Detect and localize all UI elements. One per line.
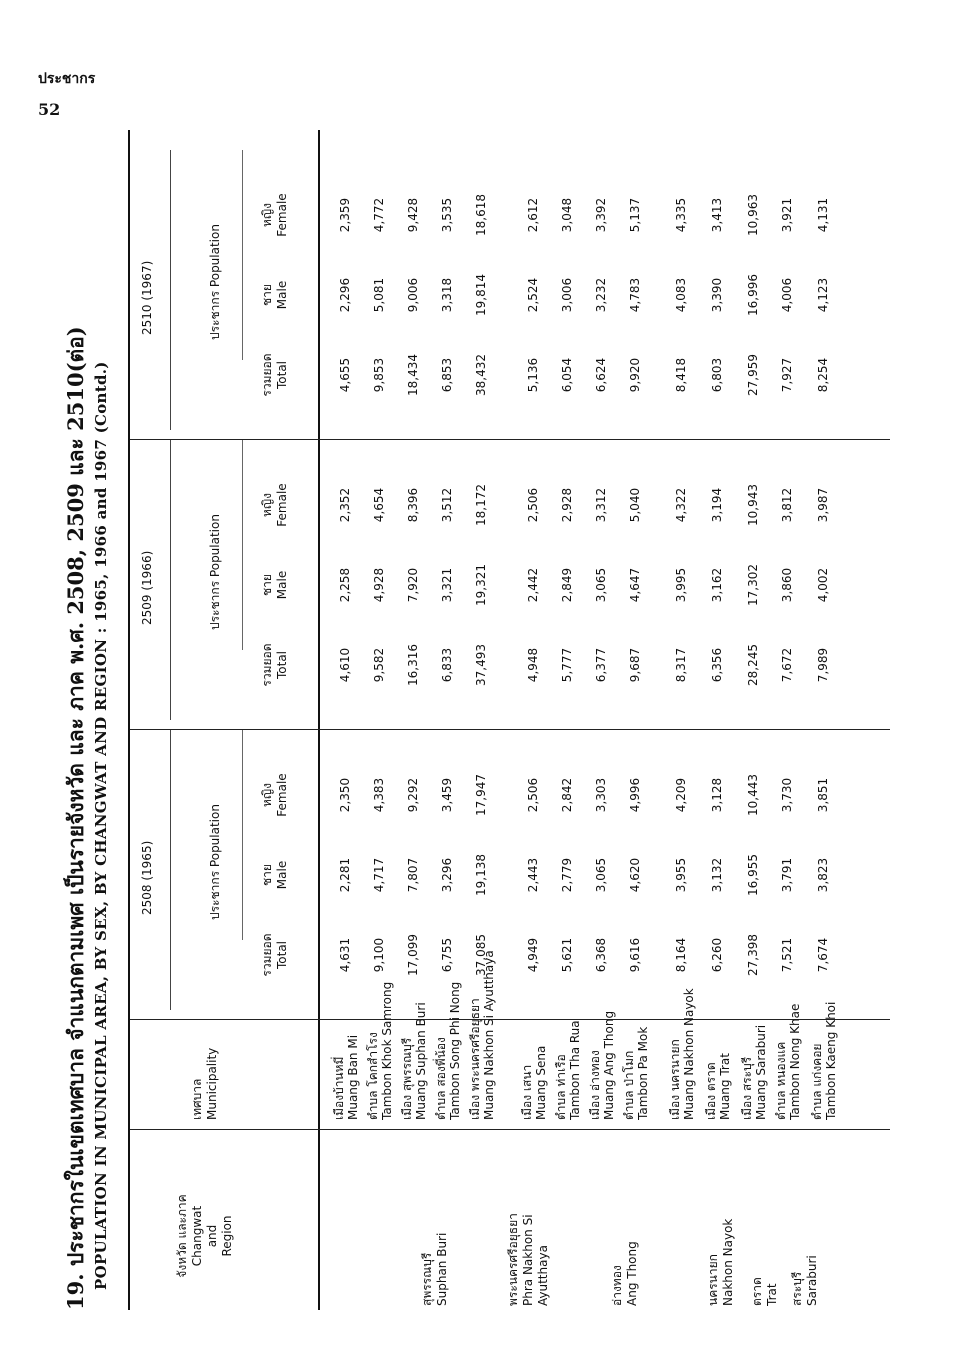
table-cell-value: 10,943 bbox=[746, 484, 760, 526]
municipality-name-th: เมือง เสนา bbox=[520, 1064, 534, 1120]
table-cell-value: 5,621 bbox=[560, 937, 574, 973]
region-name-en: Phra Nakhon Si Ayutthaya bbox=[521, 1214, 550, 1306]
table-cell-value: 6,833 bbox=[440, 647, 454, 683]
population-rule bbox=[242, 440, 243, 650]
region-name-en: Trat bbox=[765, 1283, 779, 1306]
table-cell-value: 4,322 bbox=[674, 487, 688, 523]
table-cell-value: 3,132 bbox=[710, 857, 724, 893]
table-cell-value: 6,368 bbox=[594, 937, 608, 973]
table-cell-value: 2,281 bbox=[338, 857, 352, 893]
municipality-name-en: Muang Sena bbox=[534, 1045, 548, 1120]
table-cell-value: 3,162 bbox=[710, 567, 724, 603]
female-header-th: หญิง bbox=[260, 493, 274, 517]
year-rule bbox=[170, 440, 171, 720]
table-cell-value: 2,442 bbox=[526, 567, 540, 603]
table-cell-value: 3,851 bbox=[816, 777, 830, 813]
female-header-en: Female bbox=[275, 193, 289, 237]
table-cell-value: 3,296 bbox=[440, 857, 454, 893]
total-header bbox=[260, 620, 290, 710]
table-cell-value: 2,849 bbox=[560, 567, 574, 603]
table-cell-value: 16,316 bbox=[406, 644, 420, 686]
total-header-en: Total bbox=[275, 650, 289, 680]
table-cell-value: 37,493 bbox=[474, 644, 488, 686]
table-cell-value: 7,927 bbox=[780, 357, 794, 393]
total-header bbox=[260, 910, 290, 1000]
region-label bbox=[706, 1166, 736, 1306]
table-cell-value: 10,963 bbox=[746, 194, 760, 236]
female-header-en: Female bbox=[275, 483, 289, 527]
table-cell-value: 10,443 bbox=[746, 774, 760, 816]
region-header-en1: Changwat bbox=[190, 1205, 204, 1267]
table-cell-value: 4,647 bbox=[628, 567, 642, 603]
table-cell-value: 3,791 bbox=[780, 857, 794, 893]
table-cell-value: 3,303 bbox=[594, 777, 608, 813]
municipality-name-th: ตำบล ป่าโมก bbox=[622, 1050, 636, 1120]
table-cell-value: 17,099 bbox=[406, 934, 420, 976]
table-cell-value: 3,730 bbox=[780, 777, 794, 813]
table-cell-value: 4,006 bbox=[780, 277, 794, 313]
region-label bbox=[610, 1166, 640, 1306]
table-cell-value: 5,081 bbox=[372, 277, 386, 313]
municipality-name-en: Tambon Song Phi Nong bbox=[448, 981, 462, 1120]
section-header: ประชากร bbox=[38, 71, 96, 87]
table-top-rule bbox=[128, 130, 130, 1310]
table-cell-value: 17,947 bbox=[474, 774, 488, 816]
table-cell-value: 4,083 bbox=[674, 277, 688, 313]
table-cell-value: 4,928 bbox=[372, 567, 386, 603]
municipality-header-en: Municipality bbox=[205, 1047, 219, 1120]
title-english: POPULATION IN MUNICIPAL AREA, BY SEX, BY CHANGWAT AND REGION : 1965, 1966 and 1967 (Contd.) bbox=[92, 361, 110, 1290]
table-cell-value: 3,321 bbox=[440, 567, 454, 603]
table-cell-value: 9,292 bbox=[406, 777, 420, 813]
table-cell-value: 6,377 bbox=[594, 647, 608, 683]
municipality-name-en: Muang Trat bbox=[718, 1053, 732, 1120]
table-cell-value: 6,624 bbox=[594, 357, 608, 393]
table-cell-value: 2,842 bbox=[560, 777, 574, 813]
table-cell-value: 5,040 bbox=[628, 487, 642, 523]
municipality-header bbox=[190, 920, 220, 1120]
table-cell-value: 3,048 bbox=[560, 197, 574, 233]
region-name-en: Ang Thong bbox=[625, 1241, 639, 1306]
male-header bbox=[260, 830, 290, 920]
population-rule bbox=[242, 150, 243, 360]
table-cell-value: 9,100 bbox=[372, 937, 386, 973]
table-cell-value: 2,443 bbox=[526, 857, 540, 893]
column-divider bbox=[130, 729, 890, 730]
region-header-th: จังหวัด และภาค bbox=[175, 1194, 189, 1278]
population-rule bbox=[242, 730, 243, 940]
table-cell-value: 18,172 bbox=[474, 484, 488, 526]
female-header-en: Female bbox=[275, 773, 289, 817]
column-divider bbox=[130, 439, 890, 440]
table-cell-value: 8,317 bbox=[674, 647, 688, 683]
table-cell-value: 2,779 bbox=[560, 857, 574, 893]
population-header: ประชากร Population bbox=[208, 514, 222, 630]
municipality-name-en: Muang Saraburi bbox=[754, 1024, 768, 1120]
female-header-th: หญิง bbox=[260, 783, 274, 807]
table-cell-value: 3,312 bbox=[594, 487, 608, 523]
municipality-name-en: Tambon Khok Samrong bbox=[380, 981, 394, 1120]
table-cell-value: 7,920 bbox=[406, 567, 420, 603]
table-cell-value: 4,772 bbox=[372, 197, 386, 233]
female-header bbox=[260, 170, 290, 260]
table-cell-value: 4,620 bbox=[628, 857, 642, 893]
table-cell-value: 8,396 bbox=[406, 487, 420, 523]
table-cell-value: 2,352 bbox=[338, 487, 352, 523]
table-cell-value: 3,065 bbox=[594, 567, 608, 603]
municipality-name-th: ตำบล สองพี่น้อง bbox=[434, 1037, 448, 1120]
table-cell-value: 2,258 bbox=[338, 567, 352, 603]
male-header-en: Male bbox=[275, 570, 289, 600]
female-header-th: หญิง bbox=[260, 203, 274, 227]
table-cell-value: 2,506 bbox=[526, 777, 540, 813]
table-cell-value: 18,618 bbox=[474, 194, 488, 236]
total-header-th: รวมยอด bbox=[260, 353, 274, 397]
table-cell-value: 27,398 bbox=[746, 934, 760, 976]
table-cell-value: 4,996 bbox=[628, 777, 642, 813]
table-cell-value: 7,672 bbox=[780, 647, 794, 683]
table-cell-value: 9,616 bbox=[628, 937, 642, 973]
region-name-th: นครนายก bbox=[706, 1254, 720, 1306]
table-cell-value: 4,654 bbox=[372, 487, 386, 523]
region-label bbox=[506, 1166, 551, 1306]
municipality-name-en: Tambon Kaeng Khoi bbox=[824, 1001, 838, 1120]
municipality-name-en: Muang Ang Thong bbox=[602, 1010, 616, 1120]
title-thai: 19. ประชากรในเขตเทศบาล จำแนกตามเพศ เป็นรายจังหวัด และ ภาค พ.ศ. 2508, 2509 และ 2510(ต่อ) bbox=[63, 326, 88, 1310]
municipality-name-th: เมือง สุพรรณบุรี bbox=[400, 1037, 414, 1120]
table-cell-value: 9,582 bbox=[372, 647, 386, 683]
male-header-en: Male bbox=[275, 280, 289, 310]
page-number: 52 bbox=[38, 100, 61, 119]
total-header-en: Total bbox=[275, 940, 289, 970]
region-name-th: พระนครศรีอยุธยา bbox=[506, 1213, 520, 1306]
table-cell-value: 37,085 bbox=[474, 934, 488, 976]
municipality-name-th: ตำบล หนองแค bbox=[774, 1041, 788, 1120]
table-cell-value: 3,006 bbox=[560, 277, 574, 313]
table-cell-value: 3,921 bbox=[780, 197, 794, 233]
table-cell-value: 2,359 bbox=[338, 197, 352, 233]
year-rule bbox=[170, 730, 171, 1010]
table-cell-value: 16,996 bbox=[746, 274, 760, 316]
total-header-th: รวมยอด bbox=[260, 933, 274, 977]
table-cell-value: 6,260 bbox=[710, 937, 724, 973]
municipality-name-en: Muang Nakhon Si Ayutthaya bbox=[482, 950, 496, 1120]
table-cell-value: 3,860 bbox=[780, 567, 794, 603]
table-cell-value: 2,506 bbox=[526, 487, 540, 523]
table-cell-value: 6,853 bbox=[440, 357, 454, 393]
table-cell-value: 18,434 bbox=[406, 354, 420, 396]
table-cell-value: 7,989 bbox=[816, 647, 830, 683]
table-cell-value: 3,995 bbox=[674, 567, 688, 603]
region-name-th: สระบุรี bbox=[790, 1271, 804, 1306]
table-cell-value: 2,350 bbox=[338, 777, 352, 813]
table-cell-value: 3,065 bbox=[594, 857, 608, 893]
table-cell-value: 3,194 bbox=[710, 487, 724, 523]
table-cell-value: 4,209 bbox=[674, 777, 688, 813]
table-cell-value: 16,955 bbox=[746, 854, 760, 896]
table-cell-value: 2,612 bbox=[526, 197, 540, 233]
table-cell-value: 4,383 bbox=[372, 777, 386, 813]
table-cell-value: 9,853 bbox=[372, 357, 386, 393]
region-name-th: อ่างทอง bbox=[610, 1265, 624, 1306]
rotated-table bbox=[60, 120, 890, 1310]
table-cell-value: 8,164 bbox=[674, 937, 688, 973]
table-cell-value: 38,432 bbox=[474, 354, 488, 396]
municipality-name-th: เมืองบ้านหมี่ bbox=[332, 1056, 346, 1120]
male-header-th: ชาย bbox=[260, 574, 274, 596]
table-cell-value: 3,390 bbox=[710, 277, 724, 313]
table-cell-value: 9,687 bbox=[628, 647, 642, 683]
year-header: 2508 (1965) bbox=[140, 840, 154, 915]
table-cell-value: 6,755 bbox=[440, 937, 454, 973]
region-header bbox=[175, 1166, 235, 1306]
column-divider bbox=[130, 1129, 890, 1130]
municipality-name-th: ตำบล ท่าเรือ bbox=[554, 1054, 568, 1120]
male-header-th: ชาย bbox=[260, 864, 274, 886]
municipality-name-en: Muang Nakhon Nayok bbox=[682, 988, 696, 1120]
region-label bbox=[750, 1166, 780, 1306]
male-header bbox=[260, 540, 290, 630]
table-cell-value: 3,413 bbox=[710, 197, 724, 233]
region-name-en: Suphan Buri bbox=[435, 1232, 449, 1306]
table-cell-value: 7,674 bbox=[816, 937, 830, 973]
table-cell-value: 5,136 bbox=[526, 357, 540, 393]
municipality-name-en: Tambon Nong Khae bbox=[788, 1003, 802, 1120]
table-cell-value: 2,296 bbox=[338, 277, 352, 313]
region-name-th: สุพรรณบุรี bbox=[420, 1252, 434, 1306]
table-cell-value: 6,054 bbox=[560, 357, 574, 393]
municipality-name-en: Muang Suphan Buri bbox=[414, 1002, 428, 1120]
year-header: 2510 (1967) bbox=[140, 260, 154, 335]
year-rule bbox=[170, 150, 171, 430]
total-header-th: รวมยอด bbox=[260, 643, 274, 687]
table-cell-value: 4,948 bbox=[526, 647, 540, 683]
table-cell-value: 4,002 bbox=[816, 567, 830, 603]
table-cell-value: 2,524 bbox=[526, 277, 540, 313]
total-header-en: Total bbox=[275, 360, 289, 390]
table-cell-value: 19,321 bbox=[474, 564, 488, 606]
table-cell-value: 2,928 bbox=[560, 487, 574, 523]
table-cell-value: 3,512 bbox=[440, 487, 454, 523]
table-cell-value: 28,245 bbox=[746, 644, 760, 686]
male-header-en: Male bbox=[275, 860, 289, 890]
table-cell-value: 4,783 bbox=[628, 277, 642, 313]
table-cell-value: 4,131 bbox=[816, 197, 830, 233]
table-cell-value: 19,814 bbox=[474, 274, 488, 316]
table-cell-value: 5,137 bbox=[628, 197, 642, 233]
region-label bbox=[420, 1166, 450, 1306]
municipality-name-th: เมือง สระบุรี bbox=[740, 1056, 754, 1120]
table-cell-value: 3,812 bbox=[780, 487, 794, 523]
municipality-name-th: ตำบล แก่งคอย bbox=[810, 1043, 824, 1120]
table-cell-value: 6,803 bbox=[710, 357, 724, 393]
table-cell-value: 3,987 bbox=[816, 487, 830, 523]
municipality-name-en: Tambon Tha Rua bbox=[568, 1020, 582, 1120]
table-cell-value: 8,418 bbox=[674, 357, 688, 393]
table-cell-value: 3,955 bbox=[674, 857, 688, 893]
municipality-name-th: เมือง อ่างทอง bbox=[588, 1050, 602, 1120]
table-cell-value: 27,959 bbox=[746, 354, 760, 396]
table-cell-value: 3,232 bbox=[594, 277, 608, 313]
header-bottom-rule bbox=[318, 130, 320, 1310]
table-cell-value: 4,717 bbox=[372, 857, 386, 893]
table-cell-value: 3,535 bbox=[440, 197, 454, 233]
table-cell-value: 6,356 bbox=[710, 647, 724, 683]
municipality-name-th: เมือง นครนายก bbox=[668, 1039, 682, 1120]
population-header: ประชากร Population bbox=[208, 224, 222, 340]
municipality-name-th: เมือง พระนครศรีอยุธยา bbox=[468, 998, 482, 1120]
table-cell-value: 9,006 bbox=[406, 277, 420, 313]
municipality-name-en: Tambon Pa Mok bbox=[636, 1026, 650, 1120]
table-cell-value: 4,335 bbox=[674, 197, 688, 233]
female-header bbox=[260, 460, 290, 550]
region-label bbox=[790, 1166, 820, 1306]
table-cell-value: 8,254 bbox=[816, 357, 830, 393]
male-header-th: ชาย bbox=[260, 284, 274, 306]
table-cell-value: 4,655 bbox=[338, 357, 352, 393]
table-cell-value: 3,459 bbox=[440, 777, 454, 813]
table-cell-value: 3,823 bbox=[816, 857, 830, 893]
region-header-en3: Region bbox=[220, 1215, 234, 1257]
table-cell-value: 3,392 bbox=[594, 197, 608, 233]
table-cell-value: 9,428 bbox=[406, 197, 420, 233]
male-header bbox=[260, 250, 290, 340]
table-cell-value: 4,949 bbox=[526, 937, 540, 973]
region-name-en: Nakhon Nayok bbox=[721, 1218, 735, 1306]
table-cell-value: 19,138 bbox=[474, 854, 488, 896]
region-name-th: ตราด bbox=[750, 1277, 764, 1306]
region-name-en: Saraburi bbox=[805, 1255, 819, 1306]
total-header bbox=[260, 330, 290, 420]
table-cell-value: 4,610 bbox=[338, 647, 352, 683]
table-cell-value: 5,777 bbox=[560, 647, 574, 683]
table-cell-value: 7,807 bbox=[406, 857, 420, 893]
table-cell-value: 17,302 bbox=[746, 564, 760, 606]
municipality-name-th: ตำบล โคกสำโรง bbox=[366, 1032, 380, 1120]
municipality-header-th: เทศบาล bbox=[190, 1078, 204, 1120]
table-cell-value: 3,318 bbox=[440, 277, 454, 313]
table-cell-value: 4,631 bbox=[338, 937, 352, 973]
table-cell-value: 3,128 bbox=[710, 777, 724, 813]
population-header: ประชากร Population bbox=[208, 804, 222, 920]
municipality-name-en: Muang Ban Mi bbox=[346, 1034, 360, 1120]
year-header: 2509 (1966) bbox=[140, 550, 154, 625]
table-cell-value: 9,920 bbox=[628, 357, 642, 393]
municipality-name-th: เมือง ตราด bbox=[704, 1062, 718, 1120]
table-cell-value: 7,521 bbox=[780, 937, 794, 973]
female-header bbox=[260, 750, 290, 840]
table-cell-value: 4,123 bbox=[816, 277, 830, 313]
region-header-en2: and bbox=[205, 1224, 219, 1248]
